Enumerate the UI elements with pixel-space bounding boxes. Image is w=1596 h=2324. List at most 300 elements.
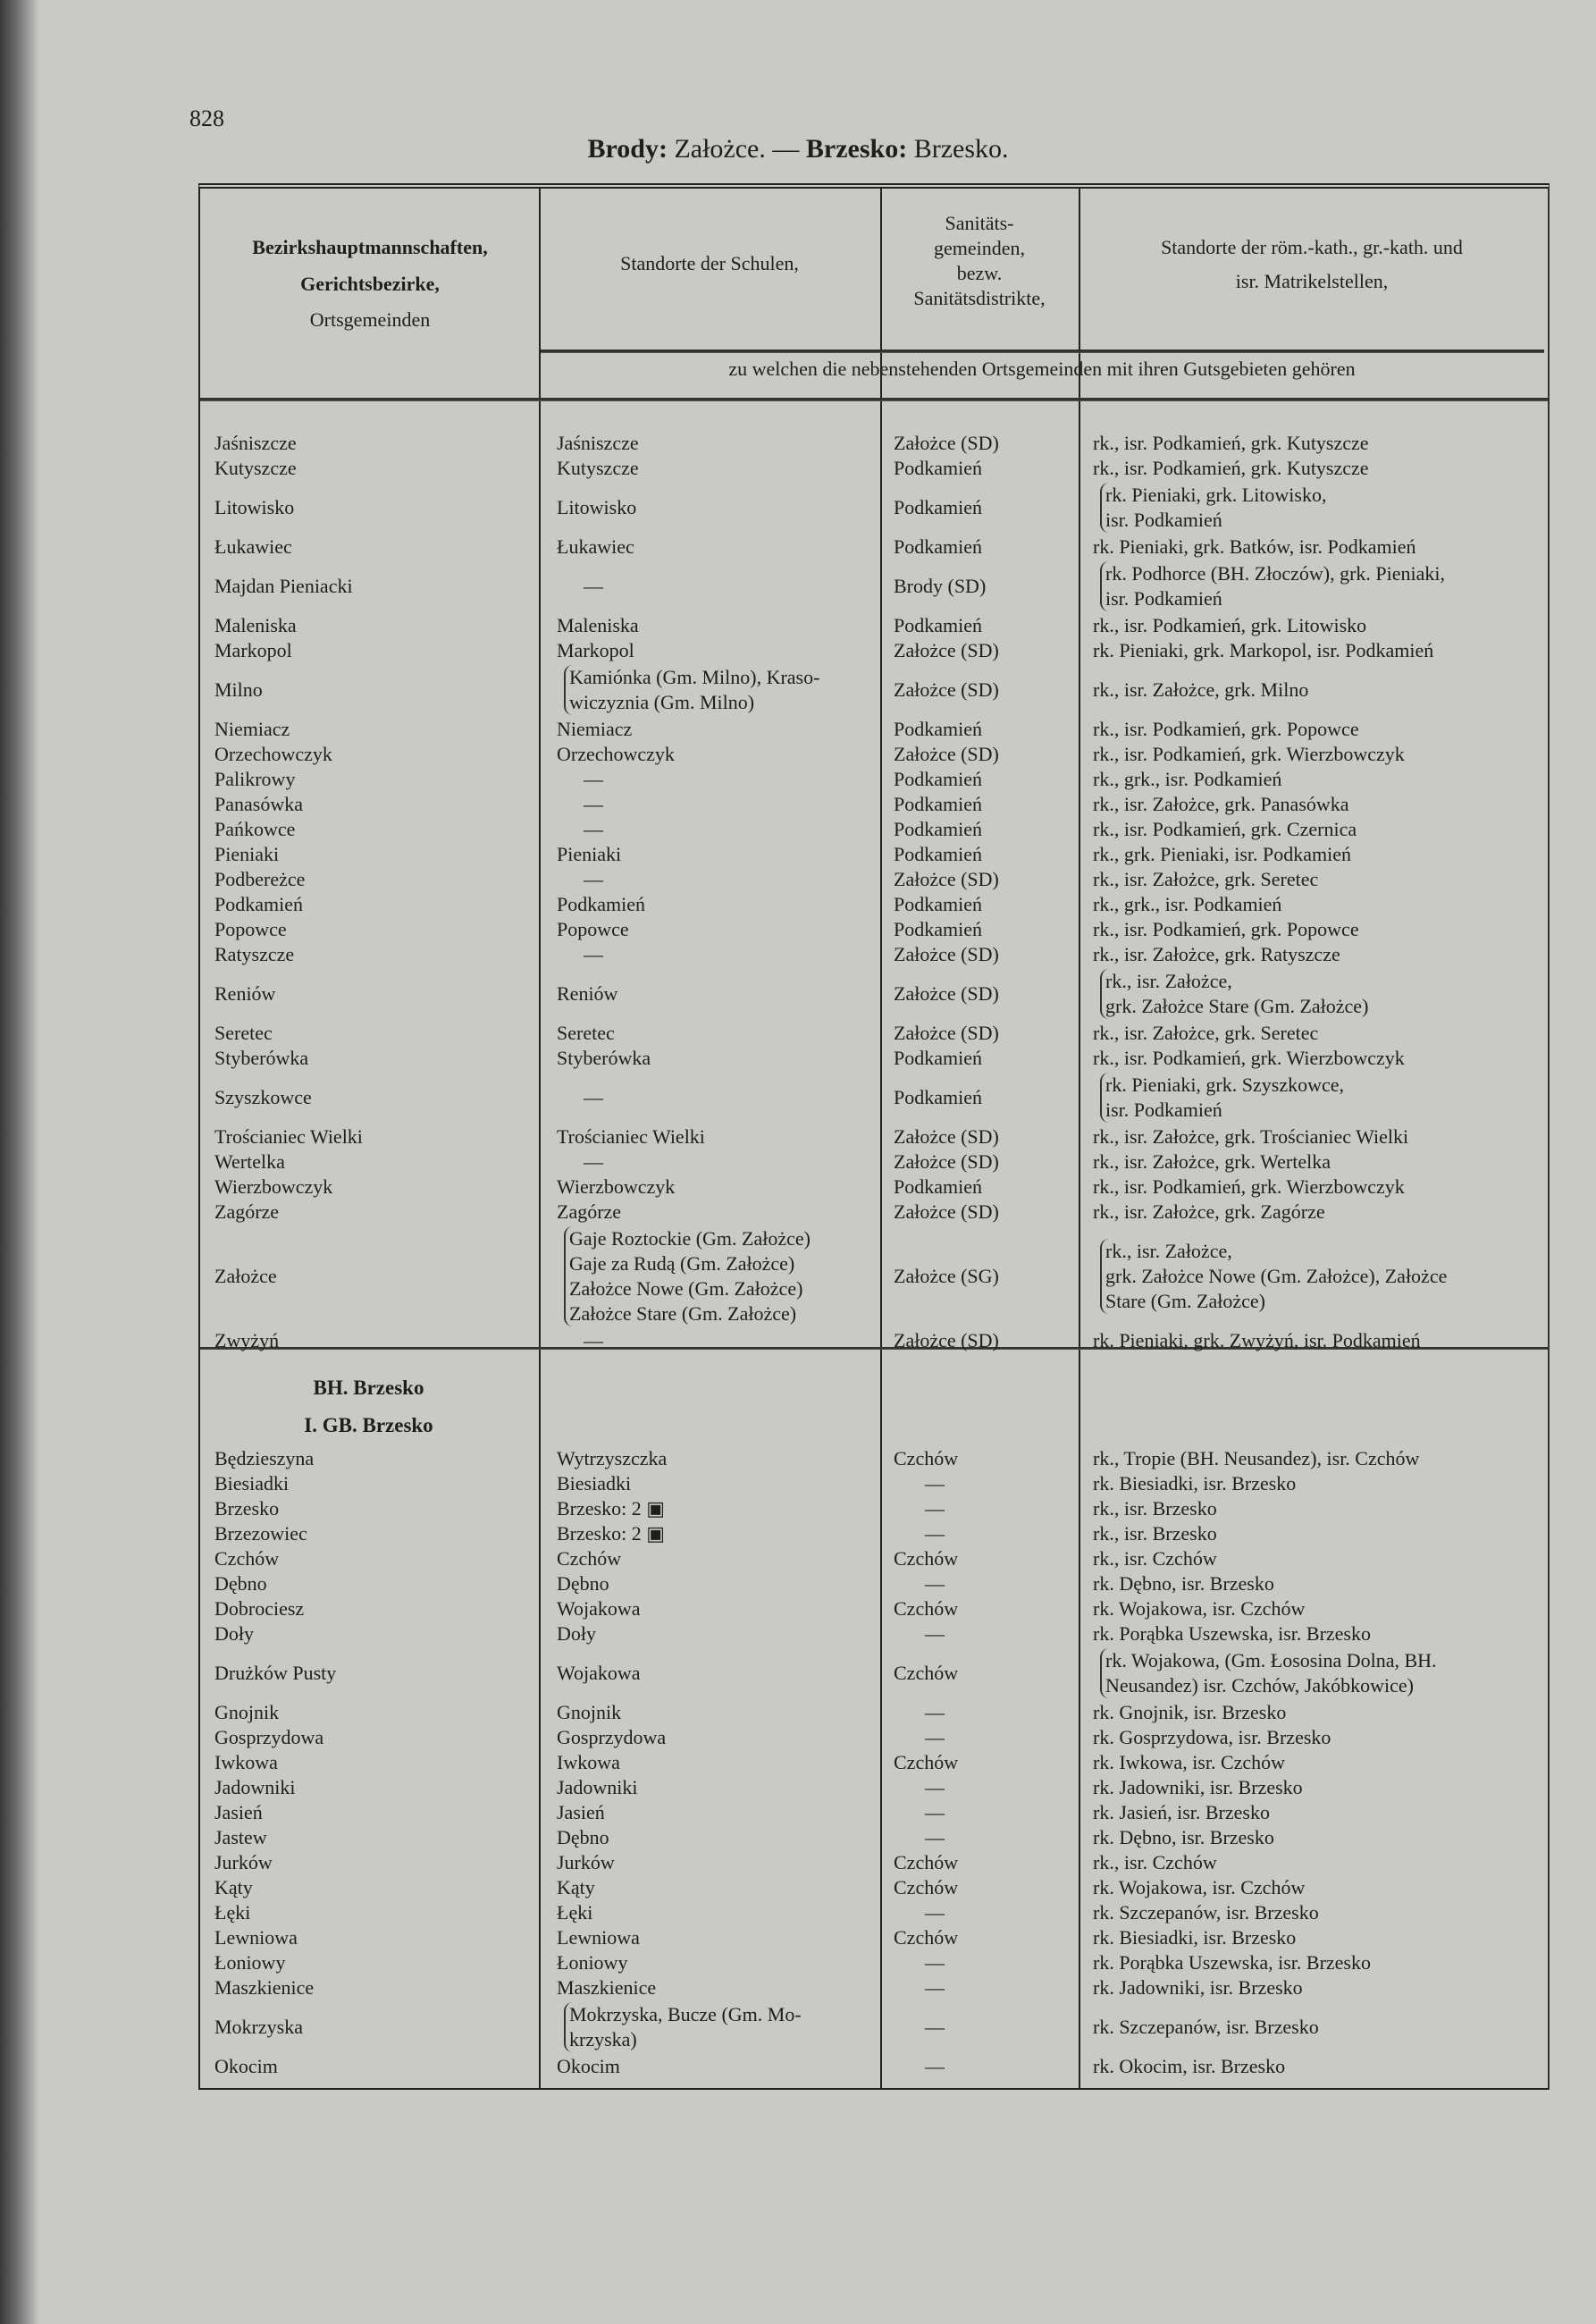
table-row bbox=[198, 613, 1546, 638]
district-label: BH. Brzesko bbox=[313, 1377, 424, 1399]
sanitary-district-column bbox=[880, 1825, 1079, 1850]
school-location-column bbox=[539, 535, 880, 560]
sanitary-district-column bbox=[880, 1046, 1079, 1071]
municipality-cell: Reniów bbox=[214, 982, 276, 1005]
municipality-column bbox=[198, 717, 539, 742]
school-location-column bbox=[539, 638, 880, 663]
sanitary-district-cell: Podkamień bbox=[894, 843, 982, 865]
municipality-column bbox=[198, 1975, 539, 2000]
school-location-cell: Iwkowa bbox=[557, 1751, 620, 1773]
table-row bbox=[198, 842, 1546, 867]
table-row bbox=[198, 917, 1546, 942]
book-binding-edge bbox=[0, 0, 39, 2324]
sanitary-district-column bbox=[880, 561, 1079, 611]
school-location-column bbox=[539, 1446, 880, 1471]
municipality-column bbox=[198, 1471, 539, 1496]
school-location-column bbox=[539, 1875, 880, 1900]
municipality-cell: Jastew bbox=[214, 1826, 267, 1848]
municipality-column bbox=[198, 1124, 539, 1149]
parish-registry-column bbox=[1079, 1124, 1546, 1149]
table-row bbox=[198, 1646, 1546, 1700]
school-location-cell: Wojakowa bbox=[557, 1597, 641, 1620]
parish-registry-column bbox=[1079, 665, 1546, 715]
sanitary-district-cell: Czchów bbox=[894, 1851, 959, 1874]
table-row bbox=[198, 1800, 1546, 1825]
municipality-cell: Zagórze bbox=[214, 1200, 280, 1223]
municipality-column bbox=[198, 1775, 539, 1800]
municipality-cell: Drużków Pusty bbox=[214, 1662, 337, 1684]
parish-registry-cell: rk. Wojakowa, isr. Czchów bbox=[1093, 1876, 1306, 1899]
municipality-cell: Wierzbowczyk bbox=[214, 1175, 333, 1198]
municipality-column bbox=[198, 817, 539, 842]
table-row bbox=[198, 1021, 1546, 1046]
sanitary-district-cell: Podkamień bbox=[894, 793, 982, 815]
sanitary-district-cell: Założce (SD) bbox=[894, 678, 999, 701]
sanitary-district-cell: Brody (SD) bbox=[894, 575, 987, 597]
parish-registry-cell: rk., isr. Założce, grk. Milno bbox=[1093, 678, 1309, 701]
school-location-column bbox=[539, 842, 880, 867]
district-heading bbox=[198, 1377, 539, 1400]
school-location-column bbox=[539, 1975, 880, 2000]
municipality-column bbox=[198, 2054, 539, 2079]
court-label: I. GB. Brzesko bbox=[304, 1414, 433, 1436]
header-subheader: zu welchen die nebenstehenden Ortsgemeinden mit ihren Gutsgebieten gehören bbox=[728, 358, 1356, 380]
sanitary-district-column bbox=[880, 1471, 1079, 1496]
sanitary-district-cell: — bbox=[925, 1801, 945, 1823]
parish-registry-cell: rk. Porąbka Uszewska, isr. Brzesko bbox=[1093, 1622, 1371, 1645]
parish-registry-column bbox=[1079, 742, 1546, 767]
school-location-column bbox=[539, 1200, 880, 1225]
municipality-cell: Założce bbox=[214, 1265, 277, 1287]
parish-registry-column bbox=[1079, 867, 1546, 892]
sanitary-district-column bbox=[880, 456, 1079, 481]
school-location-column bbox=[539, 1496, 880, 1521]
school-location-cell: Doły bbox=[557, 1622, 596, 1645]
table-row bbox=[198, 1200, 1546, 1225]
school-location-column bbox=[539, 742, 880, 767]
municipality-column bbox=[198, 1226, 539, 1326]
parish-registry-column bbox=[1079, 561, 1546, 611]
school-location-cell: Markopol bbox=[557, 639, 634, 661]
municipality-column bbox=[198, 1648, 539, 1698]
municipality-column bbox=[198, 867, 539, 892]
school-location-cell: Okocim bbox=[557, 2055, 620, 2077]
municipality-cell: Brzezowiec bbox=[214, 1522, 307, 1545]
municipality-cell: Maszkienice bbox=[214, 1976, 315, 1999]
parish-registry-cell: rk. Dębno, isr. Brzesko bbox=[1093, 1826, 1274, 1848]
table-row bbox=[198, 1496, 1546, 1521]
school-location-column bbox=[539, 1175, 880, 1200]
parish-registry-cell: rk., isr. Podkamień, grk. Czernica bbox=[1093, 818, 1357, 840]
school-location-column bbox=[539, 1850, 880, 1875]
sanitary-district-cell: Czchów bbox=[894, 1926, 959, 1949]
sanitary-district-cell: — bbox=[925, 2055, 945, 2077]
parish-registry-column bbox=[1079, 1875, 1546, 1900]
table-row bbox=[198, 1700, 1546, 1725]
municipality-cell: Podbereżce bbox=[214, 868, 306, 890]
sanitary-district-column bbox=[880, 535, 1079, 560]
school-location-column bbox=[539, 1149, 880, 1175]
parish-registry-column bbox=[1079, 431, 1546, 456]
school-location-column bbox=[539, 1021, 880, 1046]
municipality-cell: Pieniaki bbox=[214, 843, 280, 865]
school-location-cell: Orzechowczyk bbox=[557, 743, 675, 765]
municipality-column bbox=[198, 1900, 539, 1925]
parish-registry-column bbox=[1079, 1825, 1546, 1850]
parish-registry-column bbox=[1079, 767, 1546, 792]
parish-registry-cell: rk., isr. Założce, grk. Ratyszcze bbox=[1093, 943, 1340, 965]
municipality-column bbox=[198, 1446, 539, 1471]
sanitary-district-cell: Podkamień bbox=[894, 718, 982, 740]
sanitary-district-column bbox=[880, 717, 1079, 742]
sanitary-district-column bbox=[880, 1446, 1079, 1471]
municipality-cell: Lewniowa bbox=[214, 1926, 298, 1949]
school-location-cell: Gosprzydowa bbox=[557, 1726, 667, 1748]
sanitary-district-cell: — bbox=[925, 1726, 945, 1748]
parish-registry-column bbox=[1079, 1850, 1546, 1875]
municipality-column bbox=[198, 1621, 539, 1646]
municipality-column bbox=[198, 431, 539, 456]
sanitary-district-column bbox=[880, 1226, 1079, 1326]
school-location-cell: Litowisko bbox=[557, 496, 637, 518]
school-location-cell: Maleniska bbox=[557, 614, 639, 636]
municipality-cell: Popowce bbox=[214, 918, 287, 940]
table-row bbox=[198, 1750, 1546, 1775]
parish-registry-column bbox=[1079, 1073, 1546, 1123]
parish-registry-cell: rk., Tropie (BH. Neusandez), isr. Czchów bbox=[1093, 1447, 1420, 1469]
municipality-cell: Gosprzydowa bbox=[214, 1726, 324, 1748]
municipality-cell: Łęki bbox=[214, 1901, 251, 1924]
table-row bbox=[198, 1446, 1546, 1471]
municipality-column bbox=[198, 1850, 539, 1875]
school-location-column bbox=[539, 665, 880, 715]
sanitary-district-cell: — bbox=[925, 1701, 945, 1723]
school-location-cell: — bbox=[584, 868, 603, 890]
school-location-column bbox=[539, 867, 880, 892]
parish-registry-column bbox=[1079, 1175, 1546, 1200]
parish-registry-column bbox=[1079, 1200, 1546, 1225]
table-row bbox=[198, 1546, 1546, 1571]
table-row bbox=[198, 1850, 1546, 1875]
table-row bbox=[198, 481, 1546, 535]
parish-registry-column bbox=[1079, 1750, 1546, 1775]
school-location-cell: — bbox=[584, 1150, 603, 1173]
municipality-cell: Majdan Pieniacki bbox=[214, 575, 353, 597]
municipality-column bbox=[198, 1149, 539, 1175]
school-location-cell: Niemiacz bbox=[557, 718, 633, 740]
parish-registry-column bbox=[1079, 1571, 1546, 1596]
school-location-column bbox=[539, 817, 880, 842]
sanitary-district-cell: Czchów bbox=[894, 1876, 959, 1899]
school-location-column bbox=[539, 767, 880, 792]
table-row bbox=[198, 817, 1546, 842]
sanitary-district-column bbox=[880, 1596, 1079, 1621]
parish-registry-cell: rk., isr. Brzesko bbox=[1093, 1497, 1217, 1520]
school-location-cell: Jaśniszcze bbox=[557, 432, 639, 454]
school-location-column bbox=[539, 917, 880, 942]
school-location-cell: Jasień bbox=[557, 1801, 605, 1823]
school-location-cell: Trościaniec Wielki bbox=[557, 1125, 705, 1148]
parish-registry-column bbox=[1079, 2054, 1546, 2079]
sanitary-district-cell: Podkamień bbox=[894, 535, 982, 558]
table-row bbox=[198, 1825, 1546, 1850]
municipality-column bbox=[198, 1571, 539, 1596]
parish-registry-cell: rk. Gosprzydowa, isr. Brzesko bbox=[1093, 1726, 1331, 1748]
school-location-cell: — bbox=[584, 818, 603, 840]
sanitary-district-cell: Czchów bbox=[894, 1597, 959, 1620]
table-row bbox=[198, 1975, 1546, 2000]
table-row bbox=[198, 1621, 1546, 1646]
municipality-cell: Ratyszcze bbox=[214, 943, 295, 965]
municipality-column bbox=[198, 1725, 539, 1750]
header-divider bbox=[541, 349, 1544, 353]
sanitary-district-cell: Podkamień bbox=[894, 1175, 982, 1198]
parish-registry-column bbox=[1079, 613, 1546, 638]
parish-registry-cell: rk., isr. Podkamień, grk. Kutyszcze bbox=[1093, 432, 1369, 454]
table-row bbox=[198, 1046, 1546, 1071]
parish-registry-column bbox=[1079, 942, 1546, 967]
sanitary-district-column bbox=[880, 1521, 1079, 1546]
parish-registry-column bbox=[1079, 842, 1546, 867]
parish-registry-cell: rk., isr. Podkamień, grk. Wierzbowczyk bbox=[1093, 1047, 1405, 1069]
municipality-cell: Zwyżyń bbox=[214, 1329, 280, 1351]
header-bottom-rule bbox=[200, 398, 1548, 401]
municipality-column bbox=[198, 1521, 539, 1546]
sanitary-district-cell: — bbox=[925, 1522, 945, 1545]
school-location-column bbox=[539, 1471, 880, 1496]
parish-registry-cell: rk. Biesiadki, isr. Brzesko bbox=[1093, 1926, 1297, 1949]
municipality-cell: Milno bbox=[214, 678, 263, 701]
sanitary-district-column bbox=[880, 431, 1079, 456]
school-location-cell: — bbox=[584, 793, 603, 815]
parish-registry-column bbox=[1079, 1950, 1546, 1975]
sanitary-district-column bbox=[880, 1875, 1079, 1900]
parish-registry-cell: rk. Pieniaki, grk. Zwyżyń, isr. Podkamień bbox=[1093, 1329, 1421, 1351]
sanitary-district-cell: — bbox=[925, 1622, 945, 1645]
parish-registry-column bbox=[1079, 1648, 1546, 1698]
parish-registry-cell: rk. Jadowniki, isr. Brzesko bbox=[1093, 1976, 1303, 1999]
parish-registry-cell: rk., isr. Brzesko bbox=[1093, 1522, 1217, 1545]
header-col2: Standorte der Schulen, bbox=[620, 252, 799, 274]
table-row bbox=[198, 431, 1546, 456]
sanitary-district-column bbox=[880, 1648, 1079, 1698]
school-location-cell: Biesiadki bbox=[557, 1472, 632, 1495]
header-col1-line2: Gerichtsbezirke, bbox=[300, 273, 440, 295]
school-location-column bbox=[539, 561, 880, 611]
municipality-cell: Biesiadki bbox=[214, 1472, 290, 1495]
municipality-column bbox=[198, 2002, 539, 2052]
school-location-cell: Wierzbowczyk bbox=[557, 1175, 676, 1198]
table-row bbox=[198, 1175, 1546, 1200]
sanitary-district-column bbox=[880, 1925, 1079, 1950]
table-row bbox=[198, 1124, 1546, 1149]
section-brzesko-rows bbox=[198, 1446, 1546, 2079]
municipality-cell: Mokrzyska bbox=[214, 2016, 303, 2038]
sanitary-district-cell: Podkamień bbox=[894, 1047, 982, 1069]
municipality-column bbox=[198, 1073, 539, 1123]
parish-registry-column bbox=[1079, 1700, 1546, 1725]
sanitary-district-column bbox=[880, 1175, 1079, 1200]
sanitary-district-column bbox=[880, 1124, 1079, 1149]
school-location-column bbox=[539, 942, 880, 967]
municipality-cell: Okocim bbox=[214, 2055, 278, 2077]
school-location-cell: Łęki bbox=[557, 1901, 593, 1924]
sanitary-district-column bbox=[880, 942, 1079, 967]
header-col1-line3: Ortsgemeinden bbox=[309, 308, 431, 331]
municipality-column bbox=[198, 842, 539, 867]
parish-registry-column bbox=[1079, 1471, 1546, 1496]
table-row bbox=[198, 663, 1546, 717]
parish-registry-column bbox=[1079, 1725, 1546, 1750]
sanitary-district-column bbox=[880, 1700, 1079, 1725]
section-brody-rows bbox=[198, 431, 1546, 1353]
sanitary-district-column bbox=[880, 1021, 1079, 1046]
parish-registry-cell: rk. Jasień, isr. Brzesko bbox=[1093, 1801, 1270, 1823]
parish-registry-column bbox=[1079, 717, 1546, 742]
parish-registry-column bbox=[1079, 892, 1546, 917]
sanitary-district-cell: — bbox=[925, 1951, 945, 1974]
sanitary-district-column bbox=[880, 842, 1079, 867]
school-location-column bbox=[539, 1925, 880, 1950]
sanitary-district-cell: — bbox=[925, 1497, 945, 1520]
municipality-column bbox=[198, 892, 539, 917]
school-location-column bbox=[539, 1046, 880, 1071]
school-location-cell: Lewniowa bbox=[557, 1926, 640, 1949]
parish-registry-cell: rk., grk., isr. Podkamień bbox=[1093, 768, 1282, 790]
sanitary-district-cell: Podkamień bbox=[894, 768, 982, 790]
table-row bbox=[198, 792, 1546, 817]
table-row bbox=[198, 1875, 1546, 1900]
school-location-cell: Łoniowy bbox=[557, 1951, 628, 1974]
parish-registry-cell: rk. Wojakowa, (Gm. Łososina Dolna, BH. Neusandez) isr. Czchów, Jakóbkowice) bbox=[1100, 1648, 1437, 1698]
table-row bbox=[198, 1225, 1546, 1328]
table-row bbox=[198, 1571, 1546, 1596]
school-location-column bbox=[539, 483, 880, 533]
school-location-cell: Reniów bbox=[557, 982, 618, 1005]
school-location-cell: Jadowniki bbox=[557, 1776, 638, 1798]
parish-registry-cell: rk. Jadowniki, isr. Brzesko bbox=[1093, 1776, 1303, 1798]
municipality-column bbox=[198, 1700, 539, 1725]
sanitary-district-column bbox=[880, 665, 1079, 715]
sanitary-district-column bbox=[880, 867, 1079, 892]
sanitary-district-column bbox=[880, 892, 1079, 917]
school-location-cell: — bbox=[584, 575, 603, 597]
school-location-column bbox=[539, 1328, 880, 1353]
school-location-cell: Dębno bbox=[557, 1572, 609, 1595]
sanitary-district-cell: Założce (SD) bbox=[894, 1022, 999, 1044]
sanitary-district-column bbox=[880, 2002, 1079, 2052]
parish-registry-column bbox=[1079, 1521, 1546, 1546]
school-location-cell: Maszkienice bbox=[557, 1976, 657, 1999]
sanitary-district-cell: Podkamień bbox=[894, 614, 982, 636]
municipality-cell: Orzechowczyk bbox=[214, 743, 332, 765]
school-location-column bbox=[539, 2054, 880, 2079]
school-location-column bbox=[539, 613, 880, 638]
municipality-column bbox=[198, 1875, 539, 1900]
table-row bbox=[198, 535, 1546, 560]
school-location-column bbox=[539, 892, 880, 917]
parish-registry-cell: rk., isr. Podkamień, grk. Kutyszcze bbox=[1093, 457, 1369, 479]
parish-registry-cell: rk., isr. Założce, grk. Wertelka bbox=[1093, 1150, 1331, 1173]
school-location-cell: Kutyszcze bbox=[557, 457, 639, 479]
table-row bbox=[198, 1149, 1546, 1175]
municipality-column bbox=[198, 1546, 539, 1571]
header-col4: Standorte der röm.-kath., gr.-kath. und isr. Matrikelstellen, bbox=[1161, 236, 1463, 292]
parish-registry-column bbox=[1079, 1546, 1546, 1571]
sanitary-district-cell: Założce (SD) bbox=[894, 639, 999, 661]
sanitary-district-cell: — bbox=[925, 2016, 945, 2038]
municipality-column bbox=[198, 613, 539, 638]
table-row bbox=[198, 2000, 1546, 2054]
municipality-column bbox=[198, 483, 539, 533]
title-brzesko: Brzesko. bbox=[913, 134, 1009, 164]
municipality-cell: Doły bbox=[214, 1622, 254, 1645]
school-location-column bbox=[539, 1596, 880, 1621]
school-location-cell: Kąty bbox=[557, 1876, 595, 1899]
municipality-column bbox=[198, 1800, 539, 1825]
parish-registry-column bbox=[1079, 456, 1546, 481]
school-location-column bbox=[539, 1521, 880, 1546]
municipality-column bbox=[198, 1750, 539, 1775]
table-row bbox=[198, 942, 1546, 967]
table-row bbox=[198, 456, 1546, 481]
school-location-cell: Pieniaki bbox=[557, 843, 622, 865]
school-location-column bbox=[539, 1546, 880, 1571]
municipality-column bbox=[198, 742, 539, 767]
municipality-column bbox=[198, 561, 539, 611]
parish-registry-column bbox=[1079, 535, 1546, 560]
parish-registry-column bbox=[1079, 1021, 1546, 1046]
municipality-cell: Czchów bbox=[214, 1547, 280, 1570]
municipality-column bbox=[198, 665, 539, 715]
school-location-cell: Gaje Roztockie (Gm. Założce) Gaje za Rudą (Gm. Założce) Założce Nowe (Gm. Założce) Założce Stare (Gm. Założce) bbox=[564, 1226, 811, 1326]
school-location-cell: Mokrzyska, Bucze (Gm. Mo- krzyska) bbox=[564, 2002, 802, 2052]
sanitary-district-column bbox=[880, 1328, 1079, 1353]
table-row bbox=[198, 867, 1546, 892]
title-brody: Brody: bbox=[587, 134, 668, 164]
municipality-column bbox=[198, 917, 539, 942]
page-title bbox=[0, 134, 1596, 164]
school-location-cell: Zagórze bbox=[557, 1200, 622, 1223]
parish-registry-cell: rk., isr. Założce, grk. Panasówka bbox=[1093, 793, 1349, 815]
municipality-column bbox=[198, 792, 539, 817]
parish-registry-cell: rk., isr. Założce, grk. Seretec bbox=[1093, 1022, 1319, 1044]
sanitary-district-cell: Założce (SD) bbox=[894, 1200, 999, 1223]
sanitary-district-cell: Podkamień bbox=[894, 496, 982, 518]
municipality-cell: Jasień bbox=[214, 1801, 263, 1823]
municipality-cell: Szyszkowce bbox=[214, 1086, 312, 1108]
municipality-cell: Dębno bbox=[214, 1572, 267, 1595]
table-row bbox=[198, 967, 1546, 1021]
parish-registry-cell: rk., isr. Czchów bbox=[1093, 1547, 1217, 1570]
municipality-cell: Łukawiec bbox=[214, 535, 292, 558]
parish-registry-cell: rk., grk. Pieniaki, isr. Podkamień bbox=[1093, 843, 1352, 865]
municipality-column bbox=[198, 1200, 539, 1225]
title-zalozce: Założce. bbox=[674, 134, 766, 164]
school-location-cell: Popowce bbox=[557, 918, 629, 940]
municipality-cell: Brzesko bbox=[214, 1497, 280, 1520]
table-row bbox=[198, 638, 1546, 663]
municipality-cell: Kutyszcze bbox=[214, 457, 297, 479]
school-location-cell: Gnojnik bbox=[557, 1701, 622, 1723]
sanitary-district-column bbox=[880, 1571, 1079, 1596]
parish-registry-column bbox=[1079, 1496, 1546, 1521]
parish-registry-cell: rk., isr. Czchów bbox=[1093, 1851, 1217, 1874]
municipality-column bbox=[198, 1328, 539, 1353]
parish-registry-column bbox=[1079, 2002, 1546, 2052]
table-row bbox=[198, 560, 1546, 613]
school-location-column bbox=[539, 1900, 880, 1925]
